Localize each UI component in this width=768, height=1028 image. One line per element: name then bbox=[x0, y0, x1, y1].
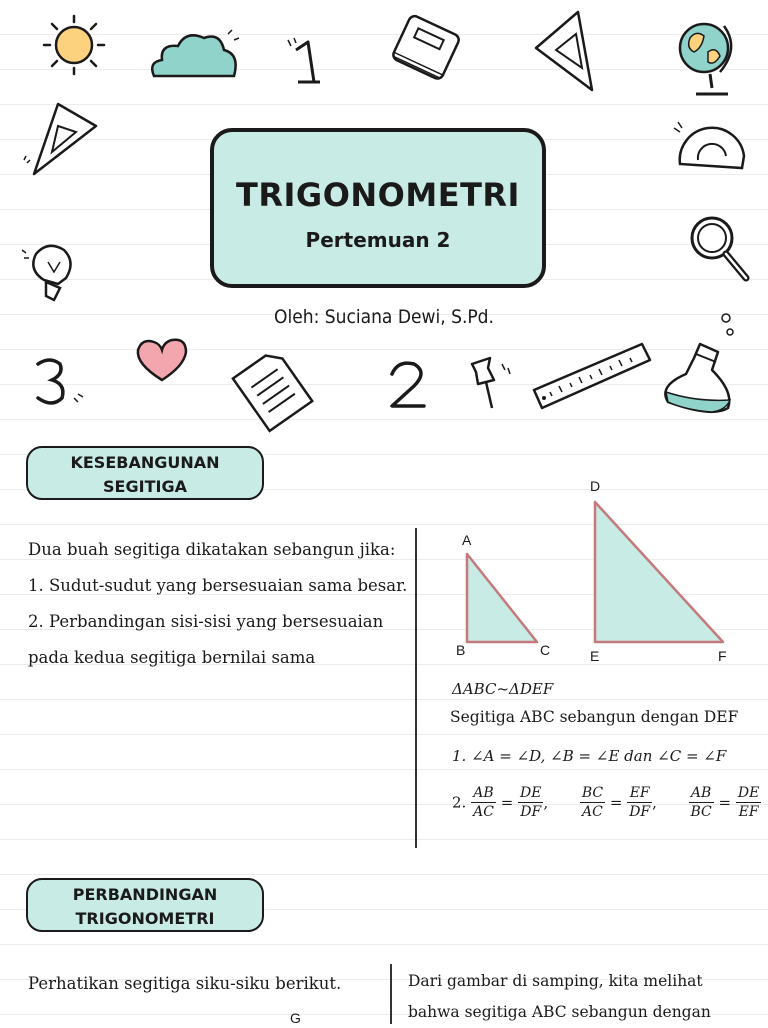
vertex-f-label: F bbox=[718, 648, 727, 664]
section-label-perbandingan bbox=[26, 878, 264, 932]
similarity-conditions bbox=[28, 532, 412, 676]
page-title: TRIGONOMETRI bbox=[236, 176, 520, 214]
sun-icon bbox=[38, 12, 110, 78]
vertex-e-label: E bbox=[590, 648, 600, 664]
ratio-equalities: 2. $\frac{AB}{AC}$ = $\frac{DE}{DF}$ , $\frac{BC}{AC}$ = $\frac{EF}{DF}$ , $\frac{AB}{BC}$ = $\frac{DE}{EF}$ bbox=[452, 785, 760, 820]
column-divider bbox=[415, 528, 417, 848]
section-label-line2: TRIGONOMETRI bbox=[75, 909, 215, 928]
pushpin-icon bbox=[464, 354, 514, 412]
section-label-kesebangunan bbox=[26, 446, 264, 500]
ruler-icon bbox=[530, 338, 654, 414]
set-square-icon bbox=[530, 8, 598, 96]
set-square-icon bbox=[22, 98, 102, 178]
page-subtitle: Pertemuan 2 bbox=[305, 228, 451, 252]
number-two-icon bbox=[384, 356, 434, 414]
ratio-fraction: $\frac{AB}{BC}$ bbox=[690, 785, 712, 820]
similarity-statement: Segitiga ABC sebangun dengan DEF bbox=[450, 708, 739, 726]
ratio-fraction: $\frac{BC}{AC}$ bbox=[581, 785, 604, 820]
vertex-c-label: C bbox=[540, 642, 551, 658]
section-label-line2: SEGITIGA bbox=[103, 477, 187, 496]
angle-equalities: 1. ∠A = ∠D, ∠B = ∠E dan ∠C = ∠F bbox=[452, 747, 727, 765]
triangle-abc bbox=[467, 554, 537, 642]
right-text-line-2: bahwa segitiga ABC sebangun dengan bbox=[408, 1003, 711, 1021]
ratio-fraction: $\frac{DE}{EF}$ bbox=[737, 785, 760, 820]
author-line: Oleh: Suciana Dewi, S.Pd. bbox=[274, 306, 494, 328]
triangles-diagram bbox=[448, 474, 748, 670]
similarity-point-2a: 2. Perbandingan sisi-sisi yang bersesuaian bbox=[28, 612, 384, 631]
ratio-fraction: $\frac{DE}{DF}$ bbox=[520, 785, 542, 820]
number-three-icon bbox=[30, 354, 88, 410]
vertex-a-label: A bbox=[462, 532, 472, 548]
cloud-icon bbox=[146, 26, 242, 82]
book-icon bbox=[384, 8, 470, 92]
similarity-intro: Dua buah segitiga dikatakan sebangun jika: bbox=[28, 540, 396, 559]
right-text-line-1: Dari gambar di samping, kita melihat bbox=[408, 972, 703, 990]
vertex-b-label: B bbox=[456, 642, 466, 658]
ratio-prefix: 2. bbox=[452, 793, 467, 812]
ratio-fraction: $\frac{AB}{AC}$ bbox=[473, 785, 494, 820]
magnifier-icon bbox=[684, 210, 756, 294]
globe-icon bbox=[668, 12, 748, 100]
vertex-d-label: D bbox=[590, 478, 601, 494]
protractor-icon bbox=[672, 116, 748, 176]
ratio-fraction: $\frac{EF}{DF}$ bbox=[629, 785, 651, 820]
triangle-def bbox=[595, 502, 723, 642]
similarity-notation: ΔABC~ΔDEF bbox=[452, 680, 554, 698]
right-column-text bbox=[408, 966, 711, 1028]
paper-icon bbox=[226, 344, 318, 434]
column-divider bbox=[390, 964, 392, 1024]
number-one-icon bbox=[284, 36, 326, 88]
similarity-point-2b: pada kedua segitiga bernilai sama bbox=[28, 648, 316, 667]
heart-icon bbox=[132, 336, 192, 384]
vertex-g-label: G bbox=[290, 1010, 301, 1026]
section-label-line1: KESEBANGUNAN bbox=[70, 453, 220, 472]
lightbulb-icon bbox=[18, 236, 88, 306]
similarity-point-1: 1. Sudut-sudut yang bersesuaian sama besar. bbox=[28, 576, 408, 595]
right-triangle-intro: Perhatikan segitiga siku-siku berikut. bbox=[28, 974, 342, 993]
title-box bbox=[210, 128, 546, 288]
section-label-line1: PERBANDINGAN bbox=[72, 885, 218, 904]
